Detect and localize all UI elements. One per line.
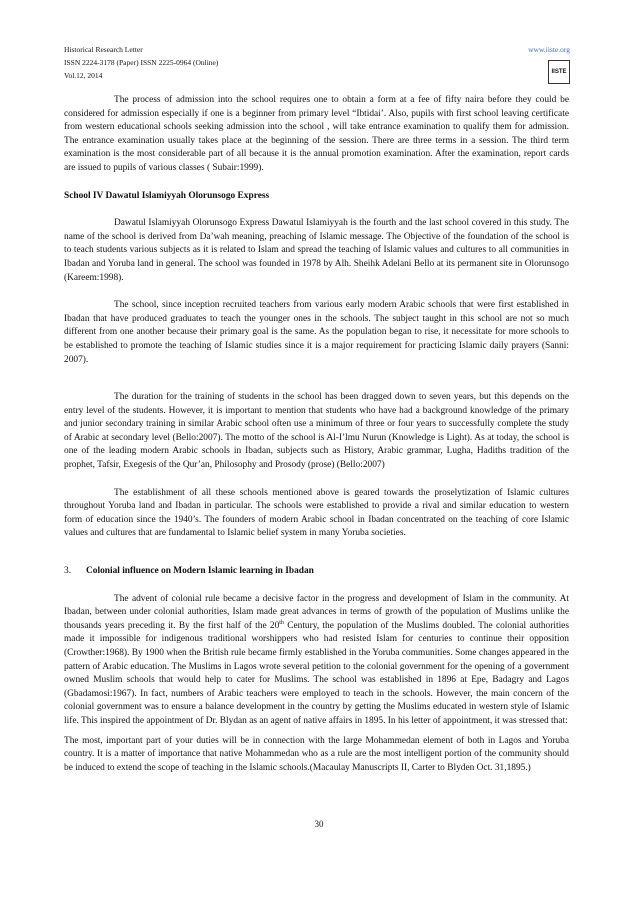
paragraph-colonial [64,593,569,729]
paragraph-colonial-part-a: The advent of colonial rule became a decisive factor in the progress and development of Islam in the community. At Ibadan, between under colonial authorities, Islam made great advances in terms of growth of the population of Muslims unlike the thousands years preceding it. By the first half of the 20 [64,593,569,631]
paragraph-duration: The duration for the training of students in the school has been dragged down to seven years, but this depends on the entry level of the students. However, it is important to mention that students who have had a background knowledge of the primary and junior secondary training in similar Arabic school often use a minimum of three or four years to successfully complete the study of Arabic at secondary level (Bello:2007). The motto of the school is Al-I’lmu Nurun (Knowledge is Light). As at today, the school is one of the leading modern Arabic schools in Ibadan, subjects such as History, Arabic grammar, Lugha, Hadiths tradition of the prophet, Tafsir, Exegesis of the Qur’an, Philosophy and Prosody (prose) (Bello:2007) [64,392,569,471]
logo-text: IISTE [551,69,567,75]
page-number: 30 [314,819,324,829]
volume-line: Vol.12, 2014 [64,71,103,80]
ordinal-superscript: th [279,619,284,626]
issn-line: ISSN 2224-3178 (Paper) ISSN 2225-0964 (Online) [64,58,219,67]
paragraph-admission: The process of admission into the school requires one to obtain a form at a fee of fifty naira before they could be considered for admission especially if one is a beginner from primary level “Ibtidai’. Also, pupils with first school leaving certificate from western educational schools seeking admission into the school , will take entrance examination to qualify them for admission. The entrance examination usually takes place at the beginning of the session. There are three terms in a session. The third term examination is the most considerable part of all because it is the annual promotion examination. After the examination, report cards are issued to pupils of various classes ( Subair:1999). [64,95,569,173]
iiste-logo [548,60,570,84]
paragraph-establishment: The establishment of all these schools mentioned above is geared towards the proselytization of Islamic cultures throughout Yoruba land and Ibadan in particular. The schools were established to provide a rival and similar education to western form of education since the 1940’s. The founders of modern Arabic school in Ibadan concentrated on the teaching of core Islamic values and cultures that are fundamental to Islamic belief system in many Yoruba societies. [64,487,569,539]
journal-url-link[interactable]: www.iiste.org [528,45,570,54]
article-body [64,94,569,775]
paragraph-dawatul-teachers: The school, since inception recruited teachers from various early modern Arabic schools that were first established in Ibadan that have produced graduates to teach the younger ones in the schools. The subject taught in this school are not so much different from one another because their primary goal is the same. As the population began to rise, it necessitate for more schools to be established to promote the teaching of Islamic studies since it is a major requirement for practicing Islamic daily prayers (Sanni: 2007). [64,300,569,365]
section-number: 3. [64,566,72,577]
journal-name: Historical Research Letter [64,45,143,54]
paragraph-dawatul-intro: Dawatul Islamiyyah Olorunsogo Express Dawatul Islamiyyah is the fourth and the last school covered in this study. The name of the school is derived from Da’wah meaning, preaching of Islamic message. The Objective of the foundation of the school is to teach students various subjects as it is related to Islam and spread the teaching of Islamic values and cultures to all communities in Ibadan and Yoruba land in general. The school was founded in 1978 by Alh. Sheihk Adelani Bello at its permanent site in Olorunsogo (Kareem:1998). [64,218,569,283]
page-header [64,43,570,82]
paragraph-colonial-part-b: Century, the population of the Muslims doubled. The colonial authorities made it impossible for indigenous traditional worshippers who had resisted Islam for centuries to continue their opposition (Crowther:1968). By 1900 when the British rule became firmly established in the Yoruba communities. Some changes appeared in the pattern of Arabic education. The Muslims in Lagos wrote several petition to the colonial government for the opening of a government owned Muslim schools that would help to cater for Muslims. The school was established in 1896 at Epe, Badagry and Lagos (Gbadamosi:1967). In fact, numbers of Arabic teachers were employed to teach in the schools. However, the main concern of the colonial government was to ensure a balance development in the country by getting the Muslims educated in western style of Islamic life. This inspired the appointment of Dr. Blydan as an agent of native affairs in 1895. In his letter of appointment, it was stressed that: [64,620,569,726]
block-quote: The most, important part of your duties will be in connection with the large Mohammedan element of both in Lagos and Yoruba country. It is a matter of importance that native Mohammedan who as a rule are the most intelligent portion of the community should be induced to extend the scope of teaching in the Islamic schools.(Macaulay Manuscripts II, Carter to Blyden Oct. 31,1895.) [64,735,569,773]
section-title: Colonial influence on Modern Islamic learning in Ibadan [86,566,314,577]
section-heading-colonial [64,565,569,579]
heading-school-iv: School IV Dawatul Islamiyyah Olorunsogo Express [64,190,270,201]
